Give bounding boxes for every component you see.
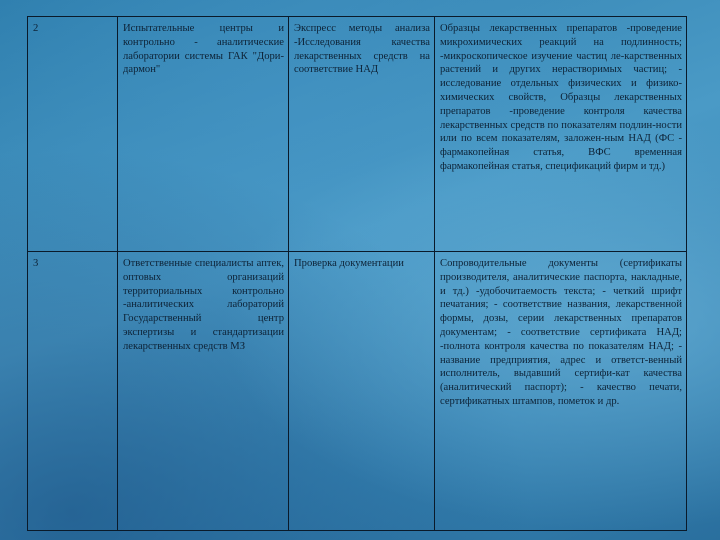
method-cell: [289, 252, 435, 531]
row-number-cell: [28, 252, 118, 531]
organization-text: Ответственные специалисты аптек, оптовых организаций территориальных контрольно -аналитических лабораторий Государственный центр экспертизы и стандартизации лекарственных средств МЗ: [123, 258, 284, 352]
organization-text: Испытательные центры и контрольно - аналитические лаборатории системы ГАК "Дори- дармон": [123, 23, 284, 76]
table-row: [28, 252, 687, 531]
method-text: Экспресс методы анализа -Исследования качества лекарственных средств на соответствие НАД: [294, 23, 430, 76]
table-row: [28, 17, 687, 252]
organization-cell: [118, 17, 289, 252]
details-cell: [435, 17, 687, 252]
row-number-cell: [28, 17, 118, 252]
organization-cell: [118, 252, 289, 531]
quality-control-table: [27, 16, 687, 531]
method-text: Проверка документации: [294, 258, 404, 269]
details-text: Сопроводительные документы (сертификаты производителя, аналитические паспорта, накладные, и тд.) -удобочитаемость текста; - четкий шрифт печатания; - соответствие названия, лекарственной формы, дозы, серии лекарственных препаратов документам; - соответствие сертификата НАД; -полнота контроля качества по показателям НАД; - название предприятия, адрес и ответст-венный исполнитель, выдавший сертифи-кат качества (аналитический паспорт); - качество печати, сертификатных штампов, пометок и др.: [440, 258, 682, 407]
row-number: 2: [33, 23, 39, 34]
method-cell: [289, 17, 435, 252]
details-text: Образцы лекарственных препаратов -проведение микрохимических реакций на подлинность; -микроскопическое изучение частиц ле-карственных растений и других нерастворимых частиц; - исследование отдельных физических и физико-химических свойств, Образцы лекарственных препаратов -проведение контроля качества лекарственных средств по показателям подлин-ности или по всем показателям, заложен-ным НАД (ФС - фармакопейная статья, ВФС временная фармакопейная статья, спецификаций фирм и тд.): [440, 23, 682, 172]
row-number: 3: [33, 258, 39, 269]
details-cell: [435, 252, 687, 531]
